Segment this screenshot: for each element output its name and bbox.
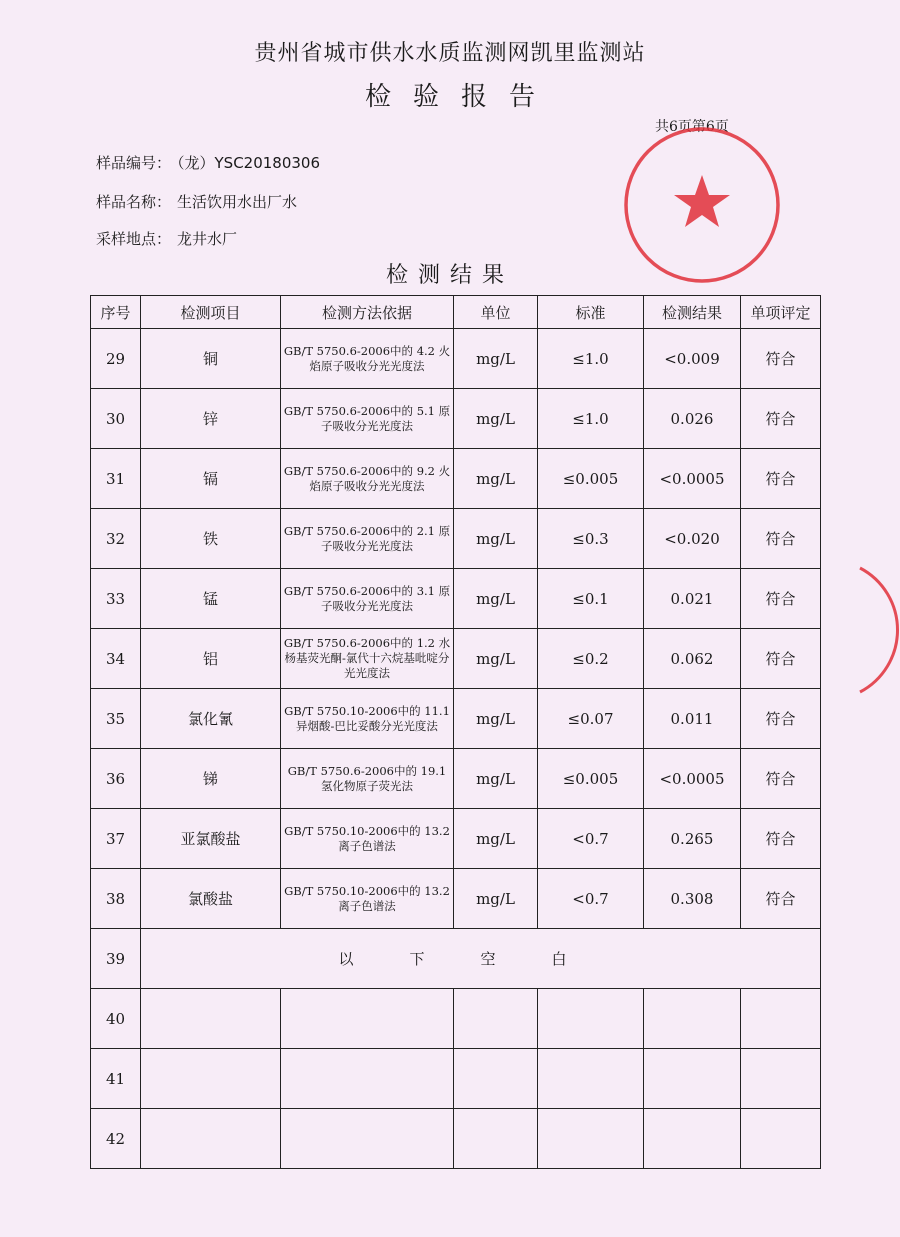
row-verdict: 符合 [741, 509, 821, 569]
col-header-method: 检测方法依据 [281, 296, 454, 329]
row-method: GB/T 5750.10-2006中的 13.2 离子色谱法 [281, 869, 454, 929]
col-header-no: 序号 [91, 296, 141, 329]
row-method: GB/T 5750.6-2006中的 5.1 原子吸收分光光度法 [281, 389, 454, 449]
row-no: 39 [91, 929, 141, 989]
row-result: 0.308 [644, 869, 741, 929]
row-method: GB/T 5750.10-2006中的 13.2 离子色谱法 [281, 809, 454, 869]
row-no: 32 [91, 509, 141, 569]
table-row [91, 449, 821, 509]
row-verdict: 符合 [741, 809, 821, 869]
row-no: 41 [91, 1049, 141, 1109]
row-verdict: 符合 [741, 329, 821, 389]
row-no: 29 [91, 329, 141, 389]
row-standard: ≤1.0 [538, 329, 644, 389]
row-standard: <0.7 [538, 809, 644, 869]
row-standard: ≤0.005 [538, 449, 644, 509]
col-header-verdict: 单项评定 [741, 296, 821, 329]
row-unit: mg/L [454, 389, 538, 449]
empty-row [91, 1109, 821, 1169]
col-header-result: 检测结果 [644, 296, 741, 329]
row-item: 铜 [141, 329, 281, 389]
row-method: GB/T 5750.6-2006中的 1.2 水杨基荧光酮-氯代十六烷基吡啶分光光度法 [281, 629, 454, 689]
row-no: 33 [91, 569, 141, 629]
row-standard: ≤0.3 [538, 509, 644, 569]
row-item: 氯酸盐 [141, 869, 281, 929]
empty-row [91, 989, 821, 1049]
results-table [90, 295, 821, 1169]
row-no: 35 [91, 689, 141, 749]
row-no: 30 [91, 389, 141, 449]
sample-id-value: （龙）YSC20180306 [177, 154, 321, 172]
row-standard: ≤0.1 [538, 569, 644, 629]
row-method: GB/T 5750.6-2006中的 19.1 氢化物原子荧光法 [281, 749, 454, 809]
row-item: 锰 [141, 569, 281, 629]
table-row [91, 329, 821, 389]
table-row [91, 809, 821, 869]
row-result: <0.020 [644, 509, 741, 569]
row-no: 36 [91, 749, 141, 809]
row-result: <0.0005 [644, 449, 741, 509]
row-item: 镉 [141, 449, 281, 509]
row-item: 亚氯酸盐 [141, 809, 281, 869]
official-seal-stamp [620, 123, 784, 287]
row-no: 40 [91, 989, 141, 1049]
row-method: GB/T 5750.6-2006中的 4.2 火焰原子吸收分光光度法 [281, 329, 454, 389]
table-row [91, 869, 821, 929]
table-row [91, 749, 821, 809]
row-unit: mg/L [454, 749, 538, 809]
row-no: 38 [91, 869, 141, 929]
row-method: GB/T 5750.6-2006中的 3.1 原子吸收分光光度法 [281, 569, 454, 629]
row-method: GB/T 5750.10-2006中的 11.1 异烟酸-巴比妥酸分光光度法 [281, 689, 454, 749]
results-title: 检测结果 [385, 263, 514, 288]
row-verdict: 符合 [741, 629, 821, 689]
col-header-unit: 单位 [454, 296, 538, 329]
row-unit: mg/L [454, 629, 538, 689]
empty-row [91, 1049, 821, 1109]
row-unit: mg/L [454, 689, 538, 749]
sample-id-label: 样品编号： [96, 154, 172, 172]
row-item: 锌 [141, 389, 281, 449]
row-unit: mg/L [454, 329, 538, 389]
row-result: 0.062 [644, 629, 741, 689]
row-result: <0.009 [644, 329, 741, 389]
table-row [91, 689, 821, 749]
row-unit: mg/L [454, 869, 538, 929]
row-verdict: 符合 [741, 449, 821, 509]
row-result: 0.011 [644, 689, 741, 749]
row-standard: <0.7 [538, 869, 644, 929]
row-no: 31 [91, 449, 141, 509]
table-row [91, 389, 821, 449]
sample-id [96, 152, 320, 173]
row-item: 氯化氰 [141, 689, 281, 749]
seal-edge-stamp [852, 560, 900, 700]
row-verdict: 符合 [741, 869, 821, 929]
row-standard: ≤1.0 [538, 389, 644, 449]
col-header-standard: 标准 [538, 296, 644, 329]
row-item: 铁 [141, 509, 281, 569]
row-no: 42 [91, 1109, 141, 1169]
row-standard: ≤0.005 [538, 749, 644, 809]
row-standard: ≤0.07 [538, 689, 644, 749]
row-no: 37 [91, 809, 141, 869]
sampling-location-value: 龙井水厂 [177, 230, 238, 248]
row-item: 铝 [141, 629, 281, 689]
table-header-row [91, 296, 821, 329]
sampling-location-label: 采样地点： [96, 230, 172, 248]
row-item: 锑 [141, 749, 281, 809]
row-method: GB/T 5750.6-2006中的 9.2 火焰原子吸收分光光度法 [281, 449, 454, 509]
sample-name-value: 生活饮用水出厂水 [177, 193, 298, 211]
sample-name-label: 样品名称： [96, 193, 172, 211]
table-row [91, 509, 821, 569]
row-no: 34 [91, 629, 141, 689]
row-method: GB/T 5750.6-2006中的 2.1 原子吸收分光光度法 [281, 509, 454, 569]
row-verdict: 符合 [741, 389, 821, 449]
blank-note-row [91, 929, 821, 989]
row-verdict: 符合 [741, 749, 821, 809]
row-unit: mg/L [454, 509, 538, 569]
row-unit: mg/L [454, 809, 538, 869]
row-verdict: 符合 [741, 689, 821, 749]
row-unit: mg/L [454, 449, 538, 509]
row-unit: mg/L [454, 569, 538, 629]
table-row [91, 569, 821, 629]
organization-name: 贵州省城市供水水质监测网凯里监测站 [254, 41, 646, 66]
table-row [91, 629, 821, 689]
report-title: 检验报告 [364, 82, 557, 112]
row-result: 0.021 [644, 569, 741, 629]
sampling-location [96, 228, 237, 249]
col-header-item: 检测项目 [141, 296, 281, 329]
row-result: 0.026 [644, 389, 741, 449]
sample-name [96, 191, 297, 212]
page-indicator: 共6页第6页 [655, 119, 729, 135]
row-result: 0.265 [644, 809, 741, 869]
blank-note: 以下空白 [141, 929, 821, 989]
row-verdict: 符合 [741, 569, 821, 629]
row-standard: ≤0.2 [538, 629, 644, 689]
row-result: <0.0005 [644, 749, 741, 809]
